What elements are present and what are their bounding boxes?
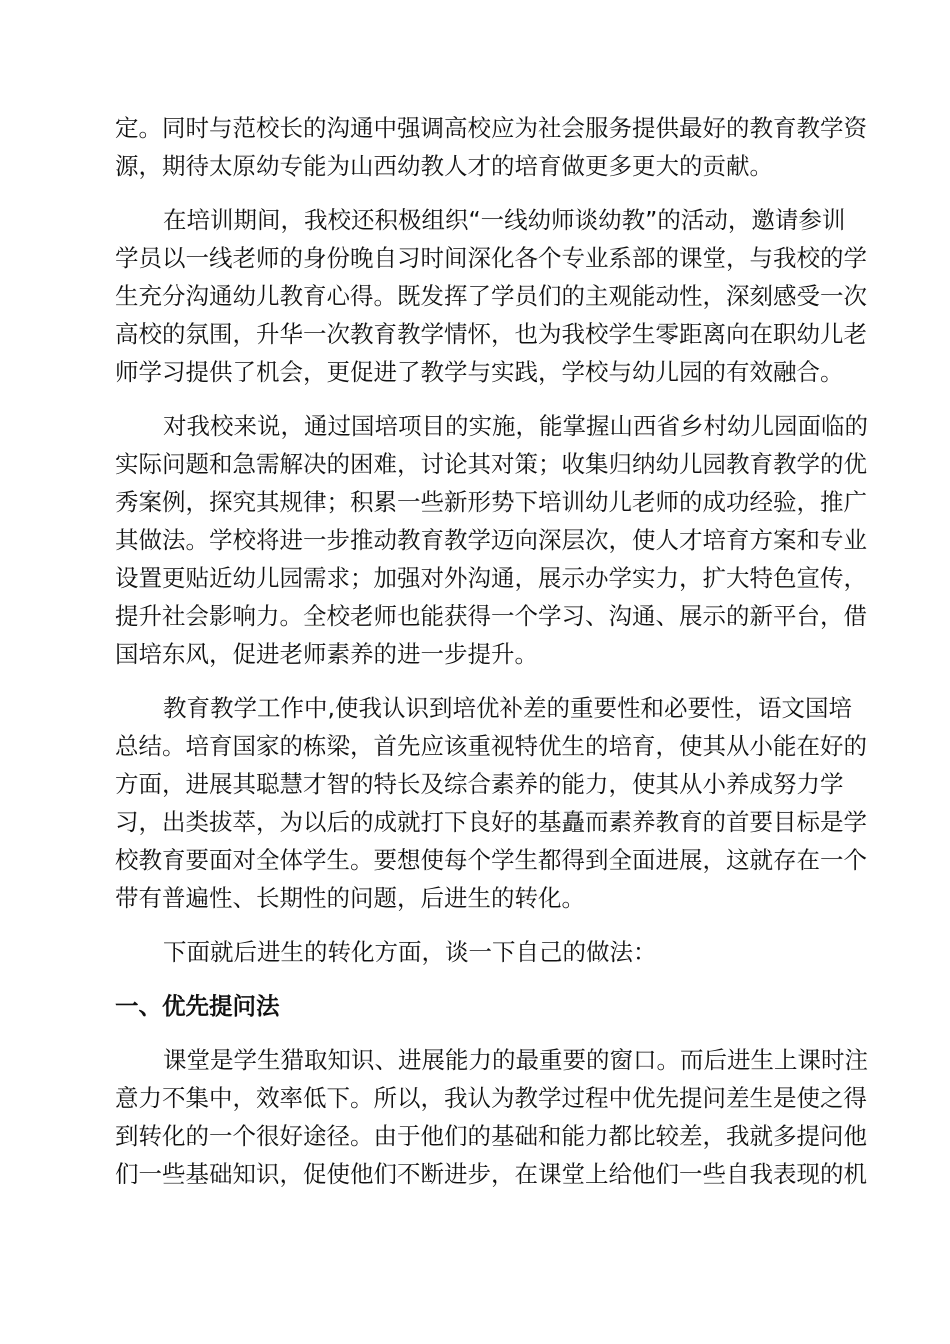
text-line: 总结。培育国家的栋梁，首先应该重视特优生的培育，使其从小能在好的 [115,732,867,760]
text-line: 秀案例，探究其规律；积累一些新形势下培训幼儿老师的成功经验，推广 [115,488,867,516]
text-line: 习，出类拔萃，为以后的成就打下良好的基矗而素养教育的首要目标是学 [115,808,867,836]
text-line: 教育教学工作中,使我认识到培优补差的重要性和必要性，语文国培 [163,694,852,722]
text-line: 到转化的一个很好途径。由于他们的基础和能力都比较差，我就多提问他 [115,1122,867,1150]
text-line: 实际问题和急需解决的困难，讨论其对策；收集归纳幼儿园教育教学的优 [115,450,867,478]
text-line: 方面，进展其聪慧才智的特长及综合素养的能力，使其从小养成努力学 [115,770,844,798]
text-line: 设置更贴近幼儿园需求；加强对外沟通，展示办学实力，扩大特色宣传， [115,564,867,592]
text-line: 定。同时与范校长的沟通中强调高校应为社会服务提供最好的教育教学资 [115,114,867,142]
text-line: 源，期待太原幼专能为山西幼教人才的培育做更多更大的贡献。 [115,152,773,180]
text-line: 师学习提供了机会，更促进了教学与实践，学校与幼儿园的有效融合。 [115,358,844,386]
text-line: 带有普遍性、长期性的问题，后进生的转化。 [115,884,585,912]
text-line: 们一些基础知识，促使他们不断进步，在课堂上给他们一些自我表现的机 [115,1160,867,1188]
section-heading: 一、优先提问法 [115,992,280,1020]
text-line: 对我校来说，通过国培项目的实施，能掌握山西省乡村幼儿园面临的 [163,412,868,440]
text-line: 其做法。学校将进一步推动教育教学迈向深层次，使人才培育方案和专业 [115,526,867,554]
text-line: 学员以一线老师的身份晚自习时间深化各个专业系部的课堂，与我校的学 [115,244,867,272]
text-line: 下面就后进生的转化方面，谈一下自己的做法： [163,938,657,966]
text-line: 意力不集中，效率低下。所以，我认为教学过程中优先提问差生是使之得 [115,1084,867,1112]
text-line: 课堂是学生猎取知识、进展能力的最重要的窗口。而后进生上课时注 [163,1046,868,1074]
text-line: 提升社会影响力。全校老师也能获得一个学习、沟通、展示的新平台，借 [115,602,867,630]
text-line: 高校的氛围，升华一次教育教学情怀，也为我校学生零距离向在职幼儿老 [115,320,867,348]
text-line: 国培东风，促进老师素养的进一步提升。 [115,640,538,668]
text-line: 生充分沟通幼儿教育心得。既发挥了学员们的主观能动性，深刻感受一次 [115,282,867,310]
text-line: 在培训期间，我校还积极组织“一线幼师谈幼教”的活动，邀请参训 [163,206,846,234]
text-line: 校教育要面对全体学生。要想使每个学生都得到全面进展，这就存在一个 [115,846,867,874]
